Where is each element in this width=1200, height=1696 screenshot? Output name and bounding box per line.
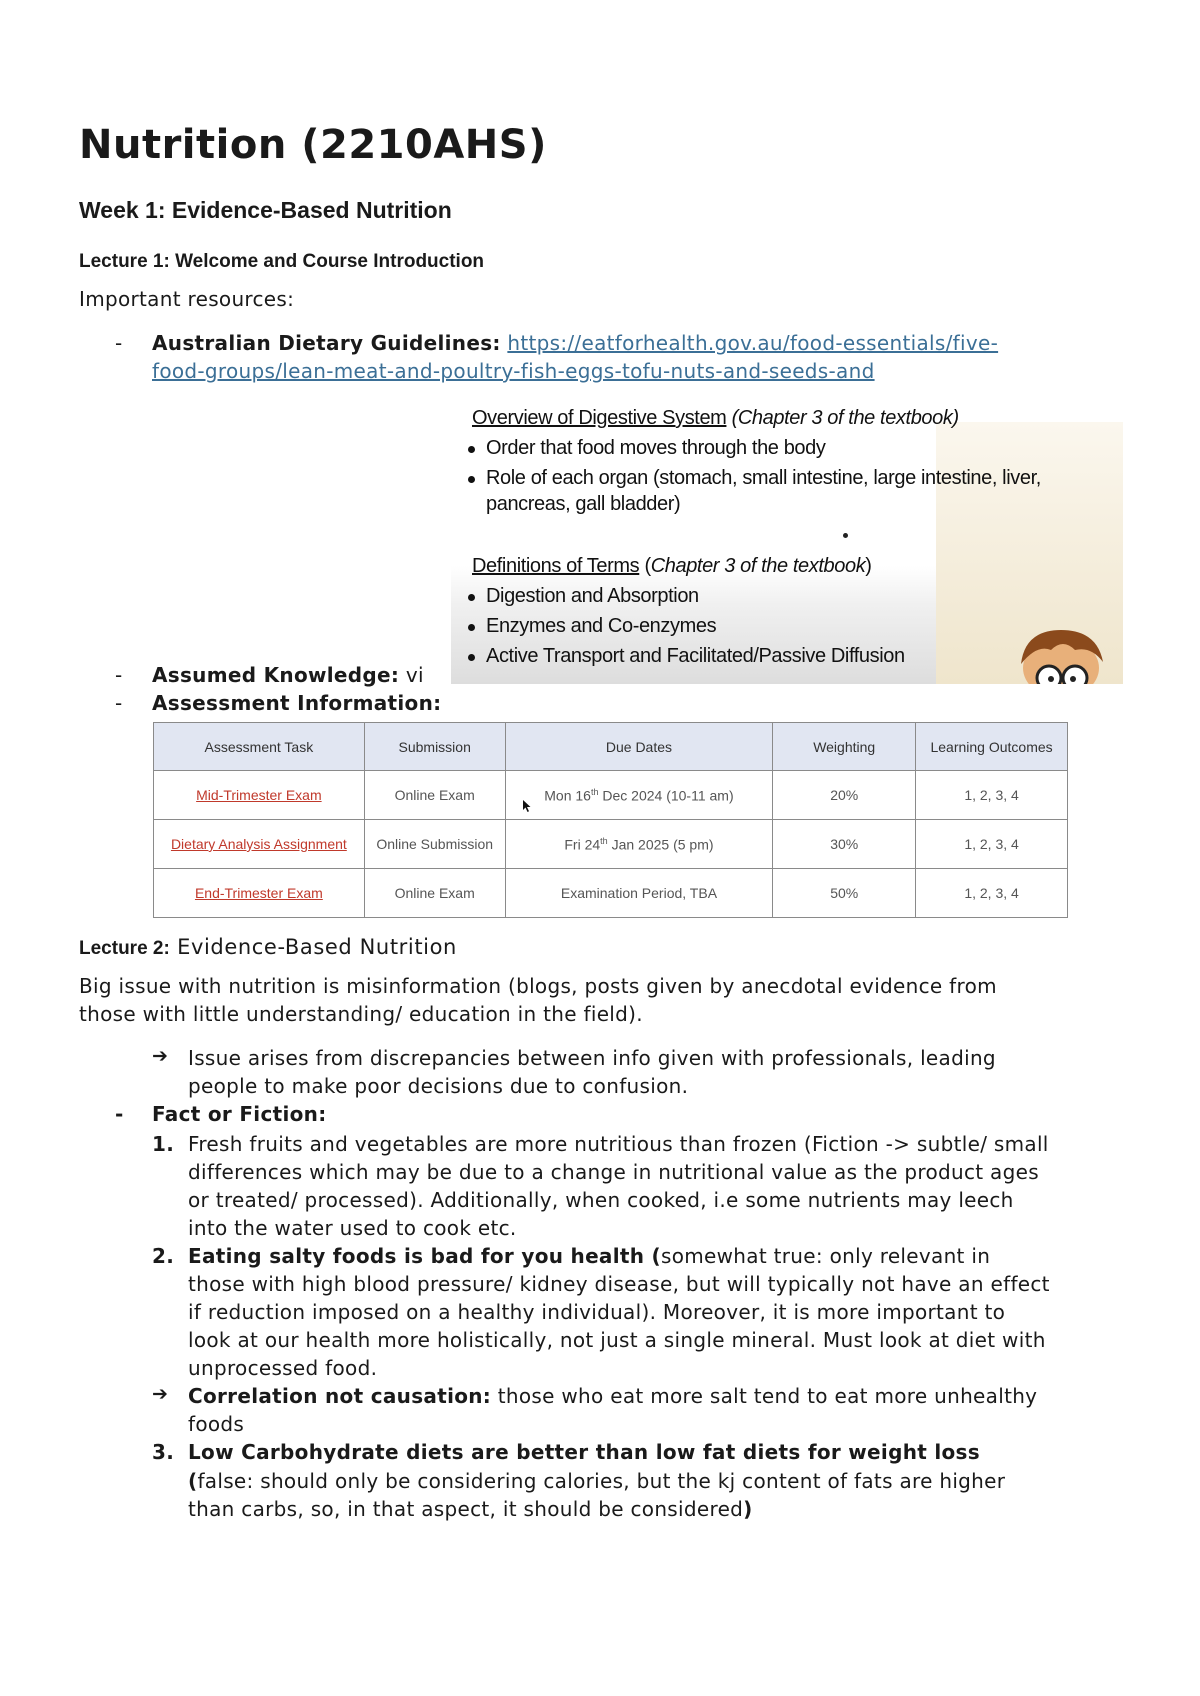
guidelines-link[interactable]: https://eatforhealth.gov.au/food-essentials/five- <box>507 331 999 355</box>
assessment-table <box>153 722 1068 918</box>
list-item-line: into the water used to cook etc. <box>188 1216 517 1240</box>
slide-dot <box>843 533 848 538</box>
intro-paragraph-line: those with little understanding/ education in the field). <box>79 1002 643 1026</box>
table-header-row <box>154 723 1068 771</box>
list-item-line: unprocessed food. <box>188 1356 378 1380</box>
list-item-line: differences which may be due to a change in nutritional value as the product ages <box>188 1160 1039 1184</box>
bullet-dash: - <box>115 691 123 715</box>
slide-bullet <box>468 476 475 483</box>
header-submission: Submission <box>364 723 505 771</box>
arrow-point-line: people to make poor decisions due to confusion. <box>188 1074 689 1098</box>
slide-defs-item: Active Transport and Facilitated/Passive Diffusion <box>486 645 905 667</box>
slide-bullet <box>468 446 475 453</box>
header-learning-outcomes: Learning Outcomes <box>916 723 1068 771</box>
list-item-line: look at our health more holistically, not just a single mineral. Must look at diet with <box>188 1328 1046 1352</box>
task-link[interactable]: End-Trimester Exam <box>194 885 323 901</box>
paren: ( <box>188 1469 198 1493</box>
list-item-line <box>188 1242 990 1270</box>
due-date-text: Fri 24 <box>564 836 601 853</box>
correlation-line: foods <box>188 1412 245 1436</box>
guidelines-link-cont[interactable]: food-groups/lean-meat-and-poultry-fish-eggs-tofu-nuts-and-seeds-and <box>152 359 875 383</box>
assumed-label: Assumed Knowledge: <box>152 663 400 687</box>
due-date-text: Dec 2024 (10-11 am) <box>598 787 734 804</box>
list-item-line: or treated/ processed). Additionally, when cooked, i.e some nutrients may leech <box>188 1188 1014 1212</box>
table-row <box>154 869 1068 918</box>
list-item-bold: Low Carbohydrate diets are better than low fat diets for weight loss <box>188 1440 980 1464</box>
arrow-point-line: Issue arises from discrepancies between info given with professionals, leading <box>188 1046 996 1070</box>
assumed-text: vi <box>405 663 424 687</box>
slide-defs-item: Enzymes and Co-enzymes <box>486 615 717 637</box>
list-item-line: those with high blood pressure/ kidney disease, but will typically not have an effect <box>188 1272 1050 1296</box>
lecture1-heading: Lecture 1: Welcome and Course Introduction <box>79 251 485 272</box>
assessment-label: Assessment Information: <box>152 691 442 715</box>
slide-screenshot <box>451 402 1123 684</box>
lecture2-heading-title: Evidence-Based Nutrition <box>169 935 457 959</box>
slide-defs-item: Digestion and Absorption <box>486 585 699 607</box>
list-item-line: if reduction imposed on a healthy individual). Moreover, it is more important to <box>188 1300 1006 1324</box>
bullet-dash: - <box>115 663 123 687</box>
fact-or-fiction-label: Fact or Fiction: <box>152 1102 327 1126</box>
due-date-cell <box>505 869 773 918</box>
weighting-cell: 20% <box>773 771 916 820</box>
task-link[interactable]: Mid-Trimester Exam <box>196 787 322 803</box>
outcomes-cell: 1, 2, 3, 4 <box>916 869 1068 918</box>
outcomes-cell: 1, 2, 3, 4 <box>916 820 1068 869</box>
due-date-text: Mon 16 <box>544 787 591 804</box>
table-row <box>154 820 1068 869</box>
list-item-line <box>188 1495 753 1523</box>
table-row <box>154 771 1068 820</box>
task-link[interactable]: Dietary Analysis Assignment <box>170 836 347 852</box>
list-item-line <box>188 1467 1005 1495</box>
slide-defs-chapter: Chapter 3 of the textbook <box>650 555 866 577</box>
guidelines-label: Australian Dietary Guidelines: <box>152 331 501 355</box>
bullet-dash: - <box>115 331 123 355</box>
lecture2-heading-label: Lecture 2: <box>79 938 170 959</box>
slide-bullet <box>468 594 475 601</box>
mouse-cursor-icon <box>522 799 532 813</box>
slide-defs-heading <box>472 555 872 578</box>
slide-overview-item: Order that food moves through the body <box>486 437 826 459</box>
correlation-line <box>188 1382 1037 1410</box>
guidelines-item <box>152 329 998 357</box>
correlation-text: those who eat more salt tend to eat more unhealthy <box>491 1384 1038 1408</box>
week-heading: Week 1: Evidence-Based Nutrition <box>79 197 452 223</box>
due-date-suffix: th <box>600 835 608 846</box>
slide-overview-title: Overview of Digestive System <box>472 407 727 429</box>
submission-cell: Online Submission <box>364 820 505 869</box>
list-number: 1. <box>152 1132 175 1156</box>
arrow-right-icon: ➔ <box>152 1045 168 1067</box>
page-title: Nutrition (2210AHS) <box>79 122 547 168</box>
resources-intro: Important resources: <box>79 287 295 311</box>
slide-bullet <box>468 624 475 631</box>
slide-defs-paren: ( <box>644 555 651 577</box>
slide-bullet <box>468 654 475 661</box>
correlation-label: Correlation not causation: <box>188 1384 492 1408</box>
list-item-text: somewhat true: only relevant in <box>661 1244 991 1268</box>
slide-defs-paren: ) <box>865 555 872 577</box>
slide-defs-title: Definitions of Terms <box>472 555 640 577</box>
list-item-text: than carbs, so, in that aspect, it should be considered <box>188 1497 744 1521</box>
arrow-right-icon: ➔ <box>152 1383 168 1405</box>
list-item-text: false: should only be considering calories, but the kj content of fats are higher <box>197 1469 1006 1493</box>
lecture2-heading <box>79 935 457 960</box>
assumed-item <box>152 661 424 689</box>
header-due-dates: Due Dates <box>505 723 773 771</box>
submission-cell: Online Exam <box>364 771 505 820</box>
header-assessment-task: Assessment Task <box>154 723 365 771</box>
list-item-line: Fresh fruits and vegetables are more nutritious than frozen (Fiction -> subtle/ small <box>188 1132 1049 1156</box>
list-number: 2. <box>152 1244 175 1268</box>
header-weighting: Weighting <box>773 723 916 771</box>
slide-overview-heading <box>472 407 959 430</box>
due-date-text: Examination Period, TBA <box>560 885 718 901</box>
slide-overview-chapter: (Chapter 3 of the textbook) <box>731 407 959 429</box>
list-number: 3. <box>152 1440 175 1464</box>
list-item-bold: Eating salty foods is bad for you health ( <box>188 1244 661 1268</box>
submission-cell: Online Exam <box>364 869 505 918</box>
paren: ) <box>743 1497 753 1521</box>
slide-overview-item: pancreas, gall bladder) <box>486 493 681 515</box>
due-date-text: Jan 2025 (5 pm) <box>607 836 714 853</box>
due-date-cell <box>505 771 773 820</box>
weighting-cell: 30% <box>773 820 916 869</box>
due-date-suffix: th <box>590 786 599 797</box>
intro-paragraph-line: Big issue with nutrition is misinformation (blogs, posts given by anecdotal evidence from <box>79 974 997 998</box>
bullet-dash: - <box>115 1102 124 1126</box>
cartoon-character-icon <box>1011 624 1111 684</box>
weighting-cell: 50% <box>773 869 916 918</box>
slide-overview-item: Role of each organ (stomach, small intestine, large intestine, liver, <box>486 467 1041 489</box>
due-date-cell <box>505 820 773 869</box>
outcomes-cell: 1, 2, 3, 4 <box>916 771 1068 820</box>
